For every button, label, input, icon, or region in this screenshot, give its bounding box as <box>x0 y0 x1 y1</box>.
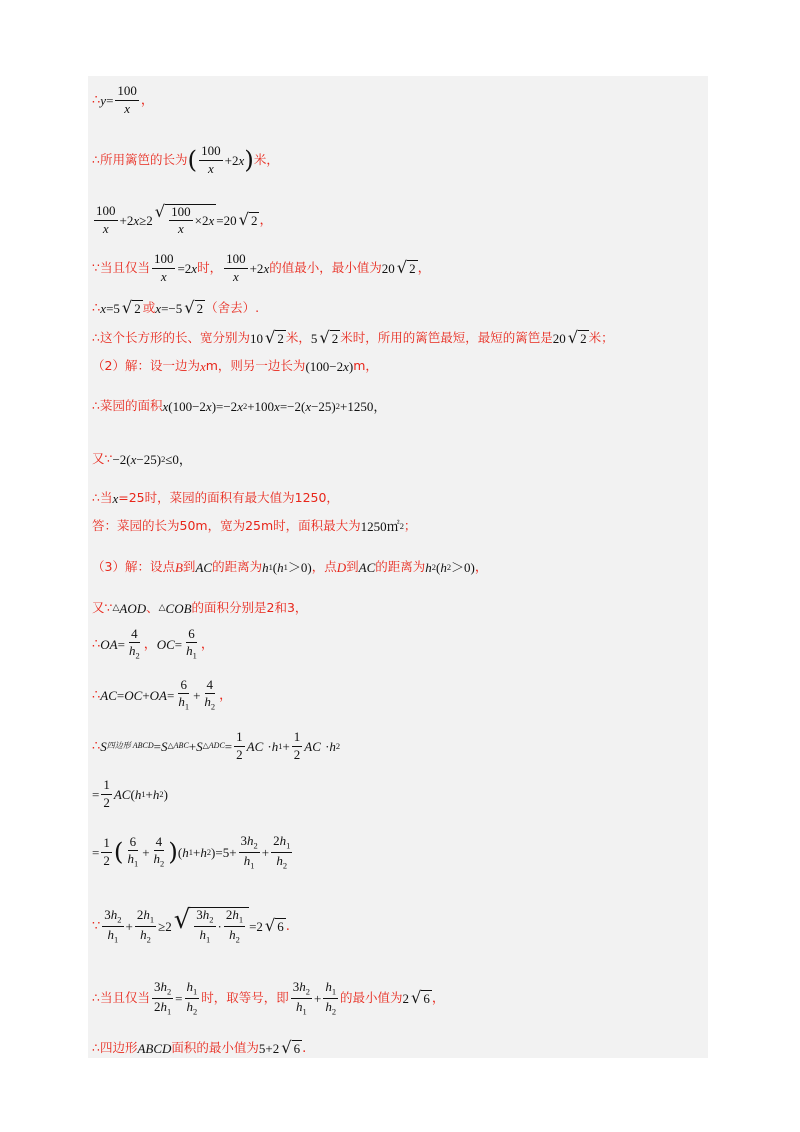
line-3 <box>92 200 272 240</box>
fraction: $\frac{100}{x}$ <box>201 143 221 176</box>
line-1 <box>92 82 154 118</box>
text: 的值最小，最小值为 <box>269 259 382 275</box>
line-13: 又∵ △ AOD 、 △ COB 的面积分别是2和3， <box>92 599 308 616</box>
fraction: $\frac{100}{x}$ <box>117 83 137 116</box>
var-y: y <box>100 92 107 108</box>
line-21: ∴四边形 ABCD 面积的最小值为 5+2 √ 6 . <box>92 1037 307 1057</box>
sqrt: √ 2 <box>121 297 141 317</box>
line-17: = $\frac{1}{2}$ AC ( h 1 + h 2 ) <box>92 777 168 810</box>
text: 米， <box>253 151 279 167</box>
result: =20 <box>216 212 237 228</box>
line-2 <box>92 138 279 182</box>
equals: =2 <box>177 260 192 276</box>
line-11: 答：菜园的长为50m，宽为25m时，面积最大为 1250㎡ 2 ； <box>92 517 417 534</box>
sqrt: √ 2 <box>264 327 284 347</box>
line-16: ∴ S 四边形 ABCD = S △ABC + S △ADC = $\frac{1}{2}$ AC · h 1 + $\frac{1}{2}$ AC · h 2 <box>92 729 341 762</box>
plus: +2 <box>249 260 264 276</box>
var-x: x <box>155 300 162 316</box>
line-15: ∴ AC = OC + OA = $\frac{6}{h_1}$ + $\frac{4}{h_2}$ ， <box>92 676 233 712</box>
line-5: ∴ x =5 √ 2 或 x =−5 √ 2 （舍去）. <box>92 297 260 317</box>
text: 时， <box>197 259 223 275</box>
var-x: x <box>263 260 270 276</box>
fraction: $\frac{100}{x}$ <box>153 251 174 284</box>
equals: = <box>106 92 114 108</box>
punct: ， <box>140 92 154 108</box>
punct: ， <box>259 212 273 228</box>
line-19: ∵ $\frac{3h_2}{h_1}$ + $\frac{2h_1}{h_2}$ ≥2 √ $\frac{3h_2}{h_1}$ · $\frac{2h_1}{h_2}$ =2 √ 6 . <box>92 905 290 945</box>
value: 20 <box>381 260 395 276</box>
punct: ， <box>417 260 431 276</box>
sqrt: √ $\frac{100}{x}$ ×2 x <box>154 201 215 236</box>
var-x: x <box>100 300 107 316</box>
line-4 <box>92 250 431 286</box>
line-18: = $\frac{1}{2}$ ( $\frac{6}{h_1}$ + $\frac{4}{h_2}$ ) ( h 1 + h 2 )=5+ $\frac{3h_2}{h_1}$ + $\frac{2h_1}{h_2}$ <box>92 832 291 871</box>
var-x: x <box>133 212 140 228</box>
line-9: 又∵ −2( x −25) 2 ≤0， <box>92 450 192 467</box>
line-12: （3）解：设点 B 到 AC 的距离为 h 1 ( h 1 ＞0) ，点 D 到 AC 的距离为 h 2 ( h 2 ＞0) ， <box>92 558 488 575</box>
line-7: （2）解：设一边为 x m，则另一边长为 (100−2 x ) m， <box>92 357 378 374</box>
var-x: x <box>238 152 245 168</box>
therefore-symbol: ∴ <box>92 92 101 108</box>
sqrt: √ 2 <box>567 327 587 347</box>
sqrt: √ 2 <box>396 257 416 277</box>
sqrt: √ 2 <box>319 327 339 347</box>
plus: +2 <box>119 212 134 228</box>
text: ∵当且仅当 <box>92 259 150 275</box>
line-6: ∴这个长方形的长、宽分别为 10 √ 2 米， 5 √ 2 米时，所用的篱笆最短，最短的篱笆是 20 √ 2 米； <box>92 327 614 347</box>
fraction: $\frac{100}{x}$ <box>96 203 116 236</box>
ge: ≥2 <box>139 212 153 228</box>
text: ∴所用篱笆的长为 <box>92 151 188 167</box>
sqrt: √ 2 <box>184 297 204 317</box>
line-20: ∴当且仅当 $\frac{3h_2}{2h_1}$ = $\frac{h_1}{h_2}$ 时，取等号，即 $\frac{3h_2}{h_1}$ + $\frac{h_1}{h_2}$ 的最小值为 2 √ 6 ， <box>92 978 445 1017</box>
plus: +2 <box>224 152 239 168</box>
sqrt: √ 2 <box>238 209 258 229</box>
line-10: ∴当 x =25时，菜园的面积有最大值为1250， <box>92 489 339 506</box>
line-14: ∴ OA = $\frac{4}{h_2}$ ， OC = $\frac{6}{h_1}$ ， <box>92 625 214 661</box>
paren-open: ( <box>187 144 198 174</box>
var-x: x <box>191 260 198 276</box>
paren-close: ) <box>244 144 254 174</box>
line-8: ∴菜园的面积 x (100−2 x )=−2 x 2 +100 x =−2( x −25) 2 +1250， <box>92 397 387 414</box>
fraction: $\frac{100}{x}$ <box>226 251 246 284</box>
